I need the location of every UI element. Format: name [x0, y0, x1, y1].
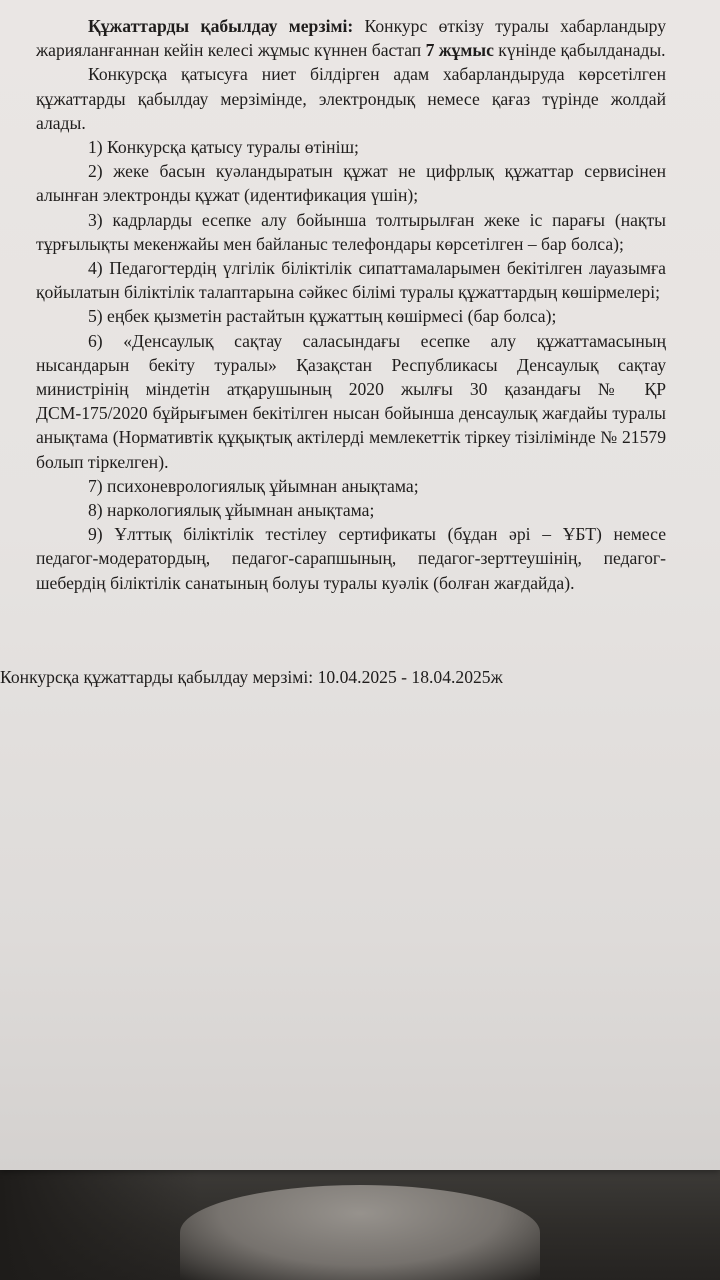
- list-item-2: 2) жеке басын куәландыратын құжат не цифрлық құжаттар сервисінен алынған электронды құжат (идентификация үшін);: [36, 161, 666, 206]
- list-item-8: 8) наркологиялық ұйымнан анықтама;: [88, 500, 375, 521]
- list-item-6: 6) «Денсаулық сақтау саласындағы есепке алу құжаттамасының нысандарын бекіту туралы» Қазақстан Республикасы Денсаулық сақтау министрінің міндетін атқарушының 2020 жылғы 30 қазандағы № ҚР ДСМ-175/2020 бұйрығымен бекітілген нысан бойынша денсаулық жағдайы туралы анықтама (Нормативтік құқықтық актілерді мемлекеттік тіркеу тізілімінде № 21579 болып тіркелген).: [36, 330, 666, 472]
- list-item-4: 4) Педагогтердің үлгілік біліктілік сипаттамаларымен бекітілген лауазымға қойылатын біліктілік талаптарына сәйкес білімі туралы құжаттардың көшірмелері;: [36, 258, 666, 303]
- list-item-1: 1) Конкурсқа қатысу туралы өтініш;: [88, 137, 359, 158]
- cloth-under-paper: [180, 1185, 540, 1280]
- intro-bold-days: 7 жұмыс: [425, 40, 494, 61]
- list-item-5: 5) еңбек қызметін растайтын құжаттың көшірмесі (бар болса);: [88, 306, 557, 327]
- submission-paragraph: Конкурсқа қатысуға ниет білдірген адам хабарландыруда көрсетілген құжаттарды қабылдау мерзімінде, электрондық немесе қағаз түрінде жолдай алады.: [36, 64, 666, 133]
- desk-shadow: [0, 1170, 200, 1280]
- deadline-line: Конкурсқа құжаттарды қабылдау мерзімі: 10.04.2025 - 18.04.2025ж: [0, 667, 503, 687]
- list-item-7: 7) психоневрологиялық ұйымнан анықтама;: [88, 475, 419, 496]
- document-body: [36, 14, 666, 595]
- intro-text-before: Конкурс өткізу туралы хабарландыру жарияланғаннан кейін келесі жұмыс күннен бастап: [36, 16, 666, 61]
- list-item-3: 3) кадрларды есепке алу бойынша толтырылған жеке іс парағы (нақты тұрғылықты мекенжайы мен байланыс телефондары көрсетілген – бар болса);: [36, 209, 666, 254]
- intro-bold-lead: Құжаттарды қабылдау мерзімі:: [88, 16, 354, 36]
- intro-paragraph: [36, 14, 666, 62]
- intro-text-after: күнінде қабылданады.: [493, 40, 666, 61]
- list-item-9: 9) Ұлттық біліктілік тестілеу сертификаты (бұдан әрі – ҰБТ) немесе педагог-модератордың, педагог-сарапшының, педагог-зерттеушінің, педагог-шебердің біліктілік санатының болуы туралы куәлік (болған жағдайда).: [36, 524, 666, 593]
